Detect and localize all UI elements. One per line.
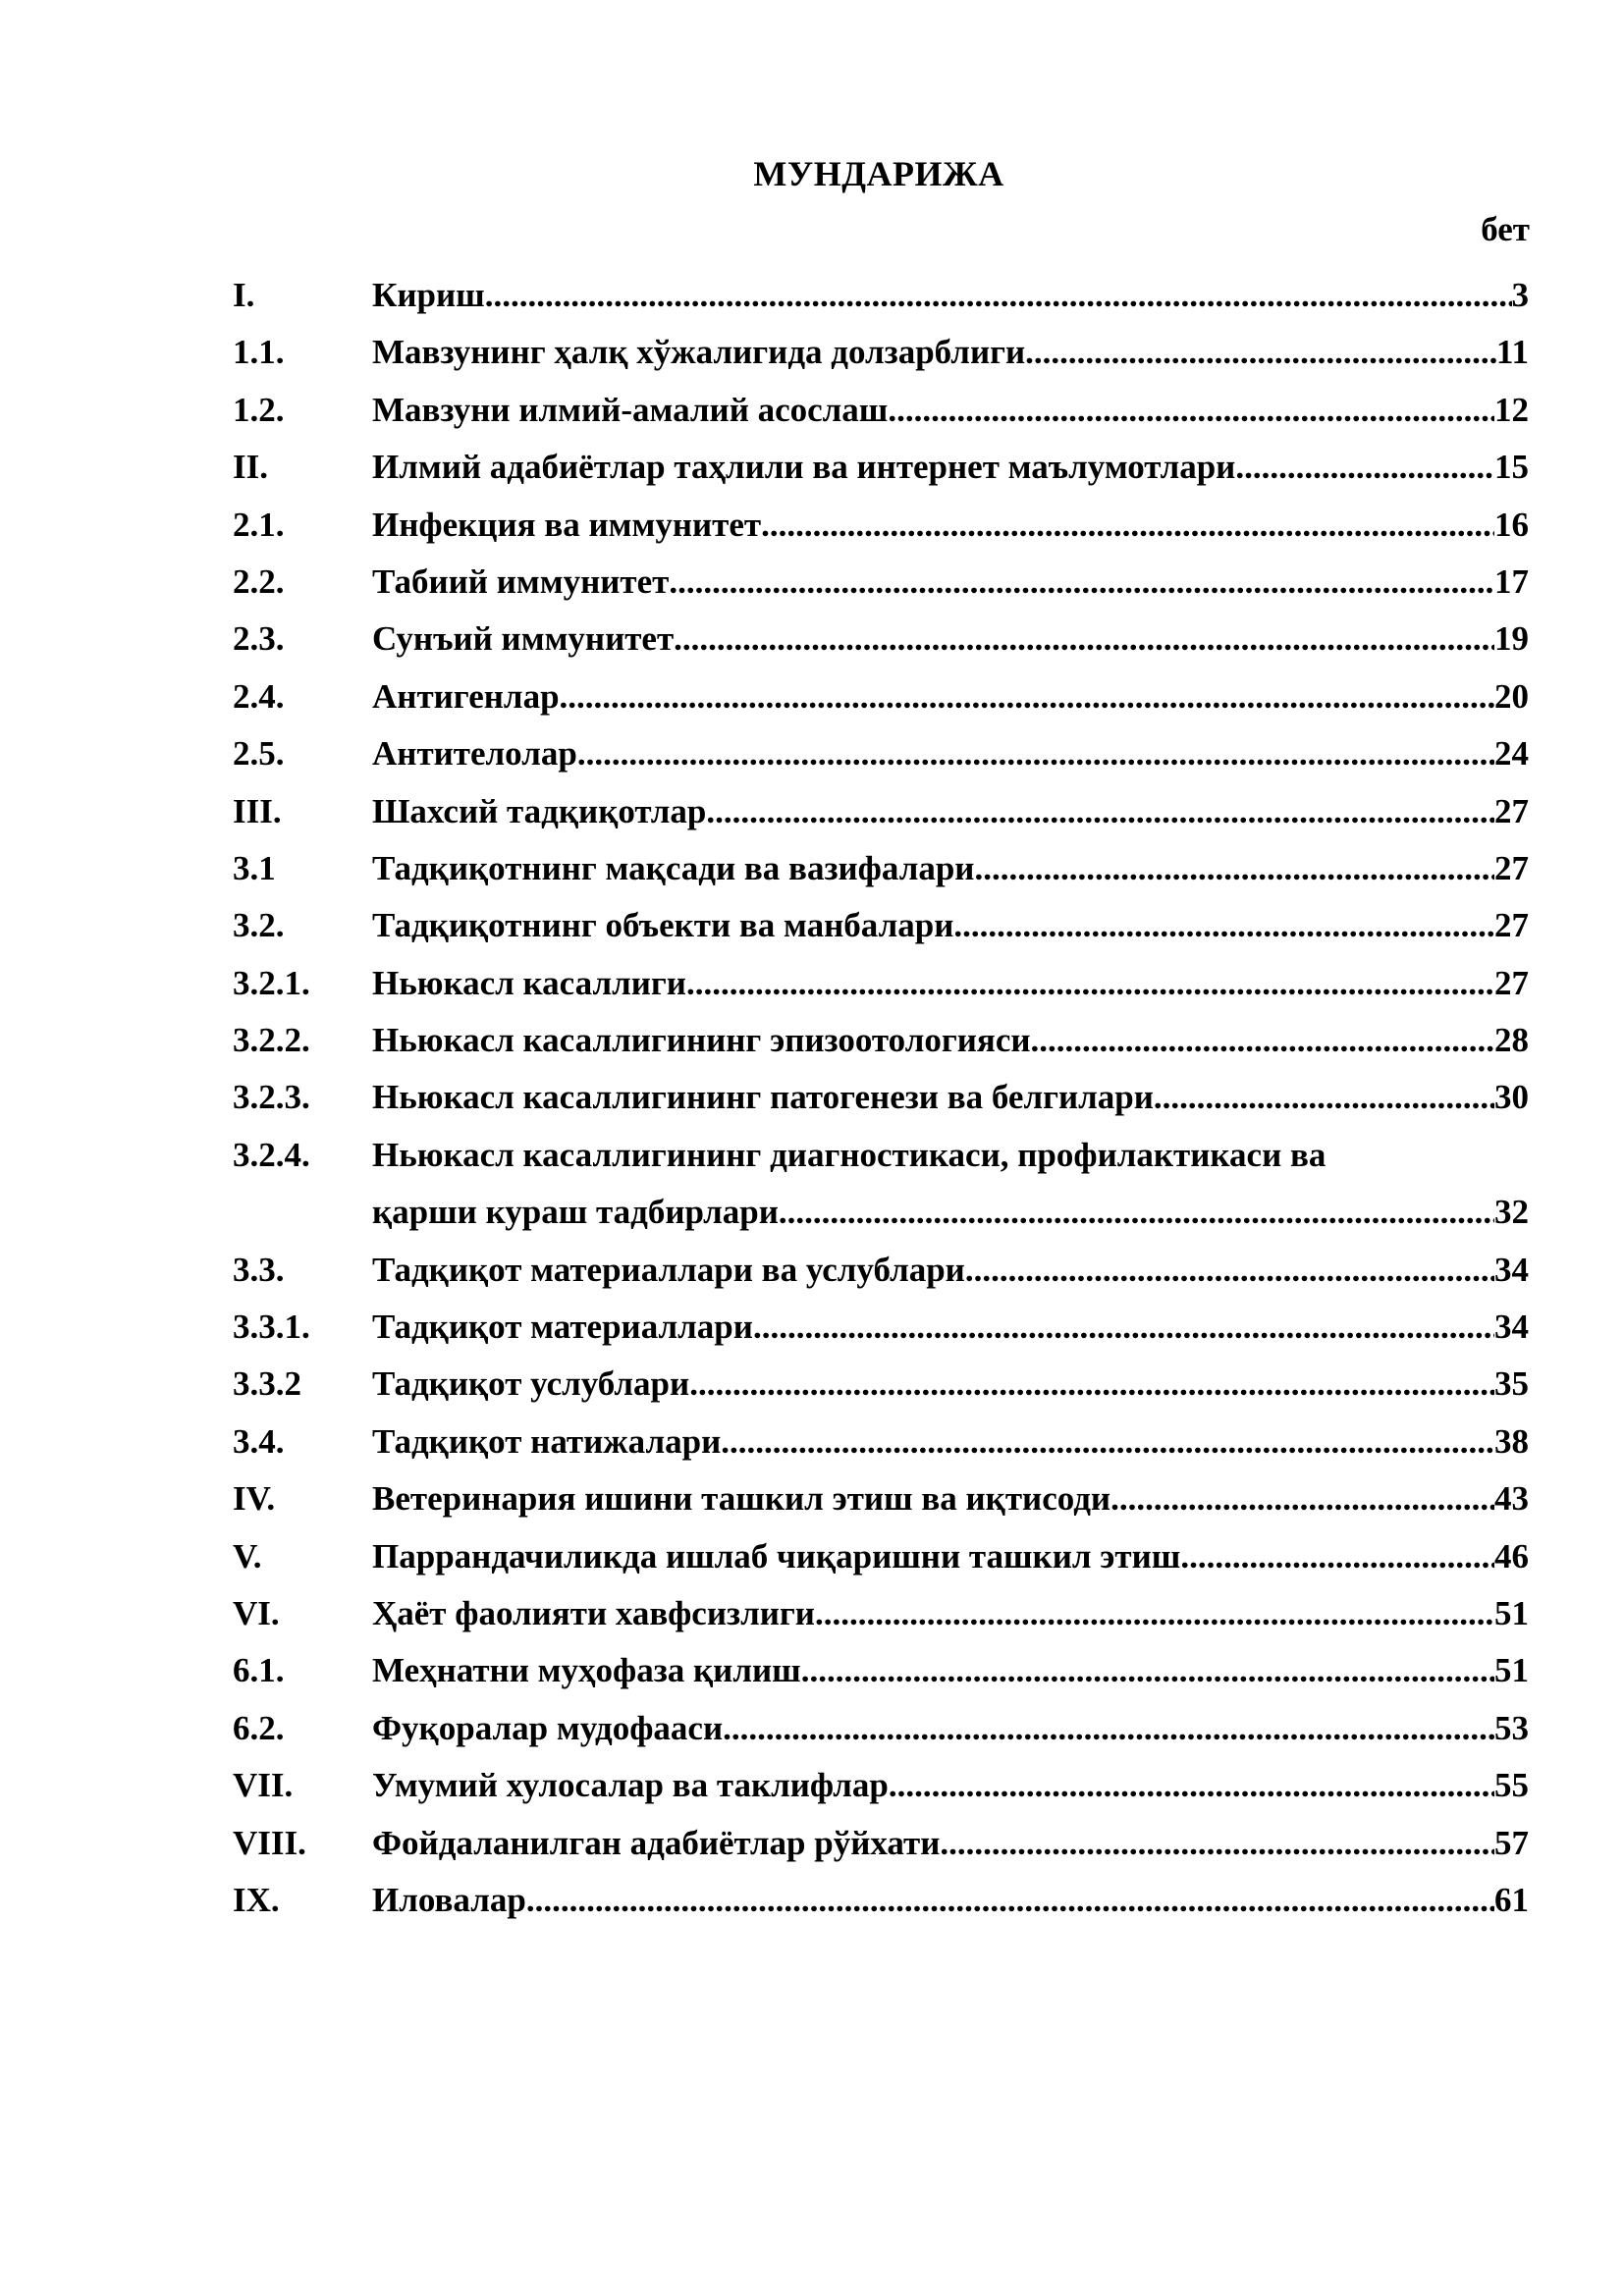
toc-number: 1.2. — [233, 390, 285, 429]
toc-number: 3.2.2. — [233, 1021, 310, 1060]
toc-title: Иловалар — [372, 1880, 526, 1919]
toc-number: 3.4. — [233, 1421, 285, 1461]
toc-page-number: 27 — [1494, 906, 1529, 945]
toc-number: 2.1. — [233, 505, 285, 544]
toc-row — [233, 1414, 1529, 1470]
toc-page-number: 27 — [1494, 963, 1529, 1002]
toc-title: Мавзунинг ҳалқ хўжалигида долзарблиги — [372, 333, 1026, 372]
toc-row — [233, 1642, 1529, 1699]
toc-title: Инфекция ва иммунитет — [372, 505, 762, 544]
toc-row — [233, 1585, 1529, 1642]
toc-number: 3.2. — [233, 906, 285, 945]
toc-dot-leader — [526, 1872, 1494, 1929]
toc-title: Ньюкасл касаллигининг эпизоотологияси — [372, 1021, 1031, 1060]
toc-page-number: 51 — [1494, 1651, 1529, 1690]
toc-page-number: 15 — [1494, 448, 1529, 487]
toc-number: 1.1. — [233, 333, 285, 372]
toc-dot-leader — [1235, 439, 1494, 496]
toc-row — [233, 382, 1529, 439]
toc-title: Ньюкасл касаллигининг диагностикаси, профилактикаси ва — [372, 1135, 1326, 1174]
toc-dot-leader — [761, 497, 1494, 554]
toc-entry — [372, 554, 1529, 611]
toc-entry — [372, 1757, 1529, 1814]
toc-page-number: 24 — [1494, 734, 1529, 774]
toc-title: Фуқоралар мудофааси — [372, 1708, 724, 1747]
toc-page-number: 17 — [1494, 561, 1529, 601]
toc-page-number: 11 — [1495, 333, 1529, 372]
toc-title: Ньюкасл касаллиги — [372, 963, 686, 1002]
toc-row — [233, 1127, 1529, 1184]
toc-row — [233, 554, 1529, 611]
toc-title: Ҳаёт фаолияти хавфсизлиги — [372, 1593, 815, 1632]
toc-row — [233, 1872, 1529, 1929]
toc-dot-leader — [1025, 324, 1496, 381]
toc-entry — [372, 840, 1529, 897]
toc-entry — [372, 382, 1529, 439]
toc-title: Тадқиқотнинг мақсади ва вазифалари — [372, 848, 975, 887]
toc-title: Табиий иммунитет — [372, 561, 670, 601]
toc-title: Тадқиқот материаллари ва услублари — [372, 1250, 965, 1289]
toc-dot-leader — [974, 840, 1494, 897]
toc-dot-leader — [779, 1184, 1494, 1241]
toc-title: Фойдаланилган адабиётлар рўйхати — [372, 1823, 941, 1862]
toc-dot-leader — [940, 1815, 1494, 1872]
toc-row — [233, 1012, 1529, 1069]
toc-row — [233, 267, 1529, 324]
toc-row — [233, 955, 1529, 1012]
toc-page-number: 27 — [1494, 791, 1529, 830]
toc-entry — [372, 611, 1529, 667]
toc-dot-leader — [706, 783, 1494, 840]
toc-number: 2.5. — [233, 734, 285, 774]
toc-row — [233, 1470, 1529, 1527]
toc-title: Тадқиқот натижалари — [372, 1421, 722, 1461]
toc-row — [233, 1069, 1529, 1126]
toc-page-number: 16 — [1494, 505, 1529, 544]
toc-entry — [372, 1012, 1529, 1069]
toc-row — [233, 1242, 1529, 1299]
toc-number: IX. — [233, 1880, 280, 1919]
toc-dot-leader — [1110, 1470, 1494, 1527]
toc-title: Илмий адабиётлар таҳлили ва интернет маълумотлари — [372, 448, 1236, 487]
toc-title: Ньюкасл касаллигининг патогенези ва белгилари — [372, 1078, 1154, 1117]
toc-dot-leader — [815, 1585, 1494, 1642]
toc-title: қарши кураш тадбирлари — [372, 1193, 779, 1232]
toc-dot-leader — [965, 1242, 1494, 1299]
toc-row — [233, 1528, 1529, 1585]
toc-row — [233, 497, 1529, 554]
toc-title: Сунъий иммунитет — [372, 619, 675, 659]
toc-row — [233, 1356, 1529, 1413]
toc-number: 3.2.3. — [233, 1078, 310, 1117]
toc-title: Паррандачиликда ишлаб чиқаришни ташкил этиш — [372, 1536, 1181, 1575]
toc-row — [233, 1184, 1529, 1241]
toc-number: 2.4. — [233, 676, 285, 716]
toc-title: Мавзуни илмий-амалий асослаш — [372, 390, 889, 429]
toc-number: VIII. — [233, 1823, 306, 1862]
toc-row — [233, 1757, 1529, 1814]
toc-row — [233, 668, 1529, 725]
toc-row — [233, 1815, 1529, 1872]
toc-entry — [372, 324, 1529, 381]
toc-page-number: 35 — [1494, 1364, 1529, 1404]
toc-entry — [372, 1356, 1529, 1413]
toc-dot-leader — [801, 1642, 1494, 1699]
toc-dot-leader — [689, 1356, 1494, 1413]
toc-entry — [372, 1642, 1529, 1699]
toc-page-number: 46 — [1494, 1536, 1529, 1575]
toc-page-number: 12 — [1494, 390, 1529, 429]
toc-title: Тадқиқотнинг объекти ва манбалари — [372, 906, 954, 945]
toc-entry — [372, 1069, 1529, 1126]
toc-entry — [372, 1242, 1529, 1299]
toc-dot-leader — [560, 668, 1494, 725]
toc-title: Тадқиқот материаллари — [372, 1308, 753, 1347]
toc-title: Умумий хулосалар ва таклифлар — [372, 1766, 889, 1805]
page-title: МУНДАРИЖА — [753, 154, 1004, 193]
toc-page-number: 28 — [1494, 1021, 1529, 1060]
toc-number: 3.3.1. — [233, 1308, 310, 1347]
toc-entry — [372, 267, 1529, 324]
toc-entry — [372, 897, 1529, 954]
toc-page-number: 19 — [1494, 619, 1529, 659]
toc-page-number: 27 — [1494, 848, 1529, 887]
toc-entry — [372, 1299, 1529, 1356]
toc-dot-leader — [485, 267, 1512, 324]
toc-dot-leader — [721, 1414, 1494, 1470]
toc-number: 3.3. — [233, 1250, 285, 1289]
toc-page-number: 32 — [1494, 1193, 1529, 1232]
toc-number: III. — [233, 791, 282, 830]
toc-page-number: 61 — [1494, 1880, 1529, 1919]
toc-number: 6.2. — [233, 1708, 285, 1747]
toc-number: VI. — [233, 1593, 280, 1632]
toc-entry — [372, 439, 1529, 496]
toc-dot-leader — [723, 1700, 1494, 1757]
toc-entry — [372, 1700, 1529, 1757]
toc-row — [233, 783, 1529, 840]
toc-dot-leader — [577, 725, 1494, 782]
toc-title: Шахсий тадқиқотлар — [372, 791, 707, 830]
toc-dot-leader — [686, 955, 1494, 1012]
toc-number: IV. — [233, 1479, 276, 1519]
toc-number: 3.1 — [233, 848, 276, 887]
page-column-label: бет — [1481, 210, 1530, 248]
toc-entry — [372, 783, 1529, 840]
toc-title: Антителолар — [372, 734, 577, 774]
toc-entry — [372, 1815, 1529, 1872]
toc-page-number: 20 — [1494, 676, 1529, 716]
toc-entry — [372, 1470, 1529, 1527]
toc-row — [233, 611, 1529, 667]
toc-dot-leader — [953, 897, 1494, 954]
toc-page-number: 3 — [1511, 276, 1529, 314]
toc-page-number: 38 — [1494, 1421, 1529, 1461]
toc-row — [233, 1700, 1529, 1757]
toc-row — [233, 725, 1529, 782]
toc-dot-leader — [674, 611, 1494, 667]
toc-number: VII. — [233, 1766, 294, 1805]
toc-number: V. — [233, 1536, 262, 1575]
toc-row — [233, 439, 1529, 496]
toc-entry — [372, 1184, 1529, 1241]
toc-row — [233, 324, 1529, 381]
toc-title: Ветеринария ишини ташкил этиш ва иқтисоди — [372, 1479, 1111, 1519]
toc-entry — [372, 955, 1529, 1012]
toc-number: 3.2.4. — [233, 1135, 310, 1174]
toc-dot-leader — [1031, 1012, 1494, 1069]
toc-page-number: 34 — [1494, 1250, 1529, 1289]
toc-dot-leader — [1180, 1528, 1494, 1585]
toc-dot-leader — [753, 1299, 1494, 1356]
toc-number: 2.2. — [233, 561, 285, 601]
toc-row — [233, 897, 1529, 954]
toc-number: 6.1. — [233, 1651, 285, 1690]
toc-page-number: 57 — [1494, 1823, 1529, 1862]
toc-entry — [372, 668, 1529, 725]
toc-title: Антигенлар — [372, 676, 560, 716]
toc-dot-leader — [669, 554, 1494, 611]
table-of-contents — [233, 267, 1529, 1929]
toc-page-number: 55 — [1494, 1766, 1529, 1805]
toc-dot-leader — [1154, 1069, 1494, 1126]
toc-entry — [372, 497, 1529, 554]
toc-entry — [372, 1127, 1529, 1184]
toc-number: 3.3.2 — [233, 1364, 301, 1404]
toc-number: I. — [233, 276, 255, 314]
toc-page-number: 53 — [1494, 1708, 1529, 1747]
toc-number: 3.2.1. — [233, 963, 310, 1002]
toc-entry — [372, 1414, 1529, 1470]
toc-dot-leader — [888, 382, 1494, 439]
toc-row — [233, 840, 1529, 897]
toc-entry — [372, 1528, 1529, 1585]
toc-page-number: 34 — [1494, 1308, 1529, 1347]
toc-page-number: 43 — [1494, 1479, 1529, 1519]
toc-row — [233, 1299, 1529, 1356]
toc-entry — [372, 1872, 1529, 1929]
toc-title: Меҳнатни муҳофаза қилиш — [372, 1651, 801, 1690]
toc-title: Кириш — [372, 276, 485, 314]
toc-dot-leader — [889, 1757, 1494, 1814]
toc-title: Тадқиқот услублари — [372, 1364, 690, 1404]
toc-number: II. — [233, 448, 268, 487]
toc-entry — [372, 1585, 1529, 1642]
toc-entry — [372, 725, 1529, 782]
toc-page-number: 30 — [1494, 1078, 1529, 1117]
toc-number: 2.3. — [233, 619, 285, 659]
toc-page-number: 51 — [1494, 1593, 1529, 1632]
